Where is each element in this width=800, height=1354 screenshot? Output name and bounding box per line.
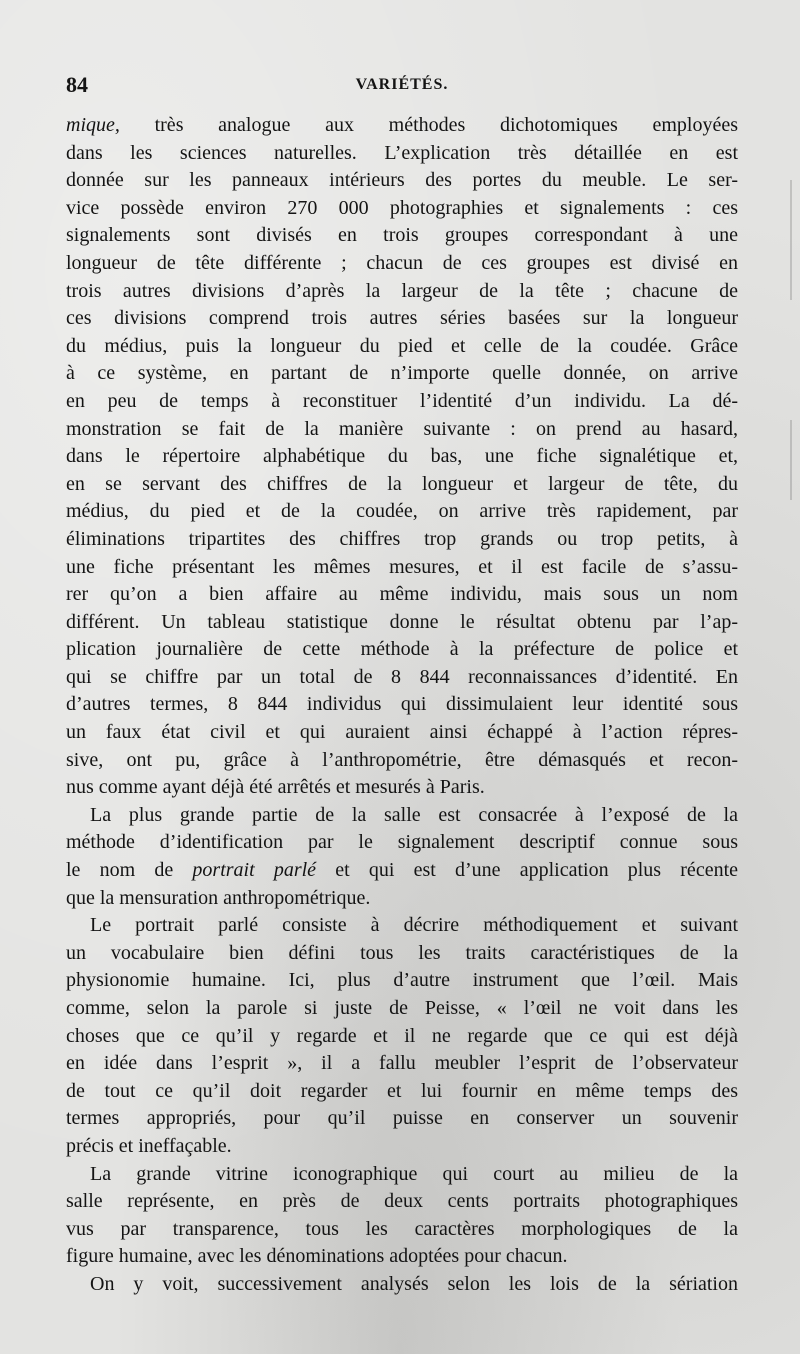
text-line [66, 471, 738, 499]
text-span: donnée sur les panneaux intérieurs des portes du meuble. Le ser- [66, 169, 738, 192]
italic-text: portrait parlé [192, 859, 317, 882]
text-line [66, 112, 738, 140]
text-line [66, 747, 738, 775]
text-line [66, 222, 738, 250]
text-line [66, 967, 738, 995]
text-span: que la mensuration anthropométrique. [66, 886, 371, 909]
text-span: le nom de [66, 859, 193, 882]
text-span: très analogue aux méthodes dichotomiques employées [119, 114, 738, 136]
text-line [66, 1243, 738, 1271]
text-line [66, 1271, 738, 1299]
text-span: en idée dans l’esprit », il a fallu meubler l’esprit de l’observateur [66, 1052, 738, 1075]
text-span: vice possède environ 270 000 photographies et signalements : ces [66, 196, 738, 219]
text-line [66, 167, 738, 195]
text-span: d’autres termes, 8 844 individus qui dissimulaient leur identité sous [66, 693, 738, 716]
text-line [66, 885, 738, 913]
text-span: physionomie humaine. Ici, plus d’autre instrument que l’œil. Mais [66, 969, 738, 992]
text-span: La grande vitrine iconographique qui court au milieu de la [90, 1162, 738, 1185]
text-line [66, 940, 738, 968]
running-head [66, 72, 738, 106]
text-line [66, 195, 738, 223]
text-line [66, 691, 738, 719]
text-span: éliminations tripartites des chiffres trop grands ou trop petits, à [66, 527, 738, 550]
text-span: différent. Un tableau statistique donne le résultat obtenu par l’ap- [66, 610, 738, 633]
text-line [66, 250, 738, 278]
text-span: dans les sciences naturelles. L’explication très détaillée en est [66, 141, 738, 164]
text-line [66, 360, 738, 388]
text-span: sive, ont pu, grâce à l’anthropométrie, être démasqués et recon- [66, 748, 738, 771]
text-line [66, 1133, 738, 1161]
text-line [66, 581, 738, 609]
text-span: choses que ce qu’il y regarde et il ne regarde que ce qui est déjà [66, 1024, 738, 1047]
text-line [66, 526, 738, 554]
text-span: Le portrait parlé consiste à décrire méthodiquement et suivant [90, 914, 738, 937]
text-span: un vocabulaire bien défini tous les traits caractéristiques de la [66, 941, 738, 964]
text-line [66, 554, 738, 582]
text-line [66, 1078, 738, 1106]
text-line [66, 1188, 738, 1216]
text-span: à ce système, en partant de n’importe quelle donnée, on arrive [66, 362, 738, 385]
text-line [66, 140, 738, 168]
text-line [66, 857, 738, 885]
text-span: dans le répertoire alphabétique du bas, une fiche signalétique et, [66, 445, 738, 468]
text-span: termes appropriés, pour qu’il puisse en conserver un souvenir [66, 1107, 738, 1130]
text-span: salle représente, en près de deux cents portraits photographiques [66, 1190, 738, 1213]
text-line [66, 416, 738, 444]
text-line [66, 664, 738, 692]
text-span: La plus grande partie de la salle est consacrée à l’exposé de la [90, 803, 738, 826]
text-span: monstration se fait de la manière suivante : on prend au hasard, [66, 417, 738, 440]
text-span: vus par transparence, tous les caractères morphologiques de la [66, 1217, 738, 1240]
text-span: rer qu’on a bien affaire au même individu, mais sous un nom [66, 583, 738, 606]
text-span: plication journalière de cette méthode à la préfecture de police et [66, 638, 738, 661]
text-span: ces divisions comprend trois autres séries basées sur la longueur [66, 307, 738, 330]
page-number: 84 [66, 72, 88, 97]
text-line [66, 305, 738, 333]
text-line [66, 802, 738, 830]
text-span: nus comme ayant déjà été arrêtés et mesurés à Paris. [66, 776, 485, 799]
text-line [66, 609, 738, 637]
text-line [66, 1023, 738, 1051]
text-span: signalements sont divisés en trois groupes correspondant à une [66, 224, 738, 247]
text-line [66, 388, 738, 416]
running-title: VARIÉTÉS. [355, 76, 449, 93]
text-line [66, 995, 738, 1023]
text-line [66, 829, 738, 857]
italic-text: mique, [66, 114, 120, 136]
text-line [66, 333, 738, 361]
text-span: longueur de tête différente ; chacun de ces groupes est divisé en [66, 251, 738, 274]
text-span: en se servant des chiffres de la longueur et largeur de tête, du [66, 472, 738, 495]
text-line [66, 443, 738, 471]
text-span: On y voit, successivement analysés selon les lois de la sériation [90, 1272, 738, 1295]
text-line [66, 1050, 738, 1078]
text-span: figure humaine, avec les dénominations adoptées pour chacun. [66, 1245, 568, 1268]
text-line [66, 912, 738, 940]
margin-shadow [790, 420, 792, 500]
text-span: un faux état civil et qui auraient ainsi échappé à l’action répres- [66, 721, 738, 744]
text-span: une fiche présentant les mêmes mesures, et il est facile de s’assu- [66, 555, 738, 578]
text-line [66, 1216, 738, 1244]
text-span: précis et ineffaçable. [66, 1134, 232, 1157]
text-span: comme, selon la parole si juste de Peisse, « l’œil ne voit dans les [66, 997, 738, 1019]
text-line [66, 636, 738, 664]
text-span: et qui est d’une application plus récente [316, 859, 738, 882]
text-line [66, 774, 738, 802]
body-text [66, 112, 738, 1299]
text-line [66, 1105, 738, 1133]
text-span: en peu de temps à reconstituer l’identité d’un individu. La dé- [66, 389, 738, 412]
text-span: médius, du pied et de la coudée, on arrive très rapidement, par [66, 500, 738, 523]
margin-shadow [790, 180, 792, 300]
text-span: trois autres divisions d’après la largeur de la tête ; chacune de [66, 279, 738, 302]
text-span: du médius, puis la longueur du pied et celle de la coudée. Grâce [66, 334, 738, 357]
text-span: qui se chiffre par un total de 8 844 reconnaissances d’identité. En [66, 665, 738, 688]
text-span: méthode d’identification par le signalement descriptif connue sous [66, 831, 738, 854]
text-span: de tout ce qu’il doit regarder et lui fournir en même temps des [66, 1079, 738, 1102]
text-line [66, 719, 738, 747]
text-line [66, 1161, 738, 1189]
text-line [66, 498, 738, 526]
text-line [66, 278, 738, 306]
